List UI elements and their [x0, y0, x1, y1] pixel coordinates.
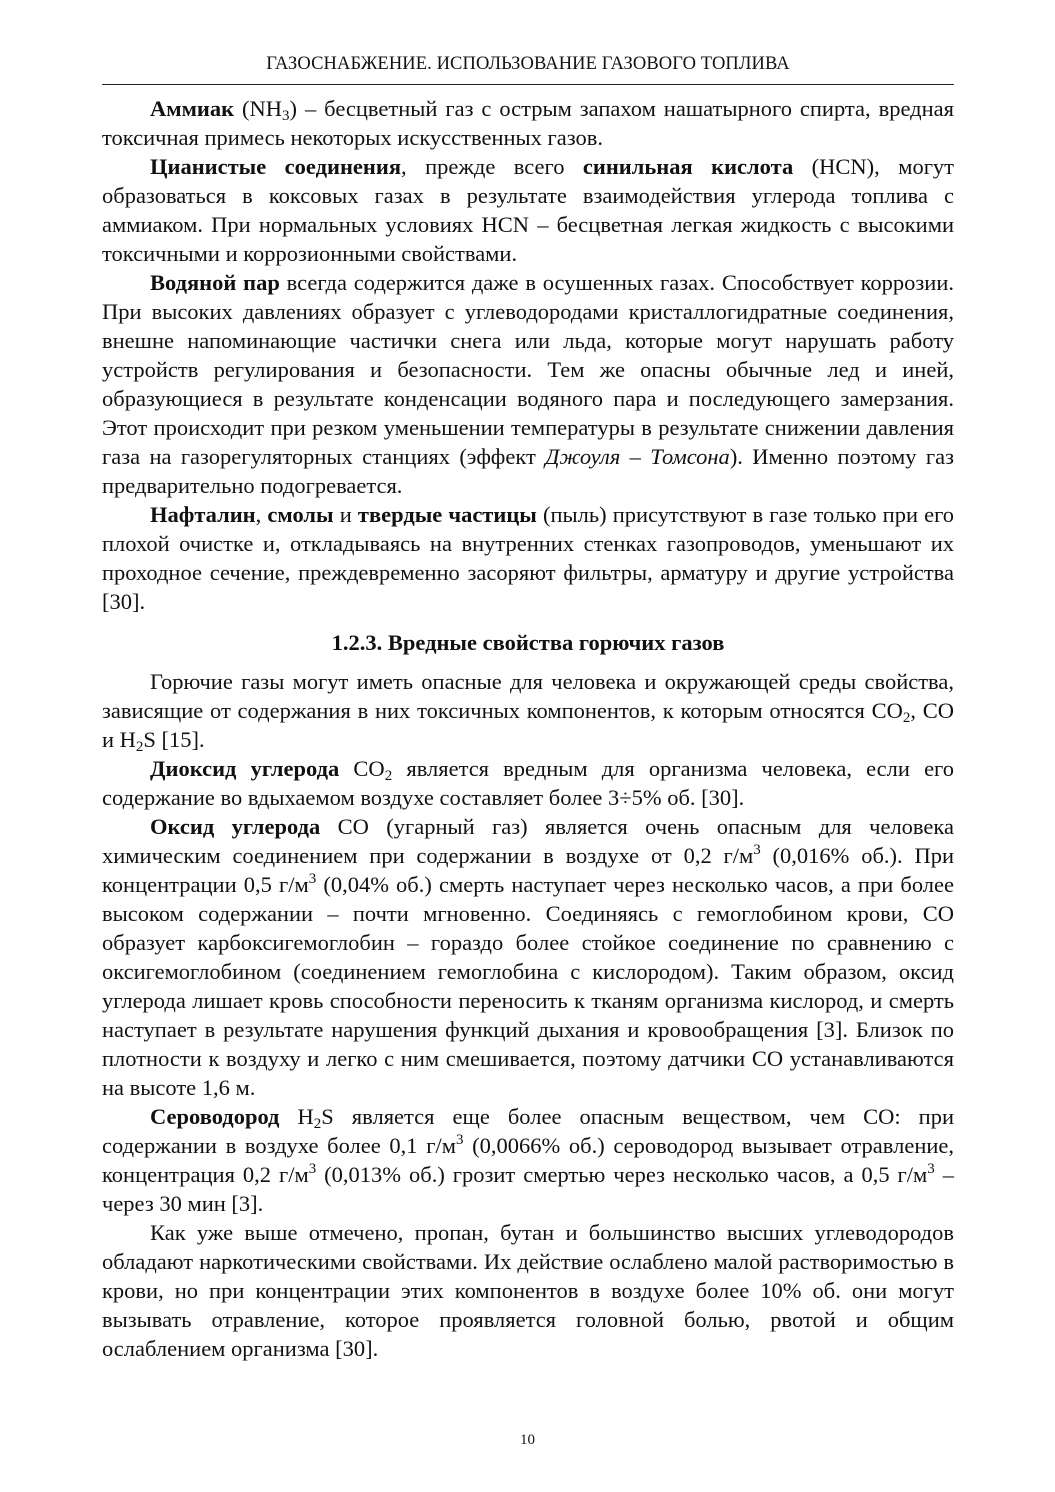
superscript: 3: [455, 1132, 464, 1148]
term-carbon-dioxide: Диоксид углерода: [150, 756, 340, 781]
text-fragment: (0,013% об.) грозит смертью через несколько часов, а 0,5 г/м: [316, 1162, 928, 1187]
superscript: 3: [927, 1161, 935, 1177]
text-fragment: всегда содержится даже в осушенных газах. Способствует коррозии. При высоких давлениях образует с углеводородами кристаллогидратные соединения, внешне напоминающие частички снега или льда, которые могут нарушать работу устройств регулирования и безопасности. Тем же опасны обычные лед и иней, образующиеся в результате конденсации водяного пара и последующего замерзания. Этот происходит при резком уменьшении температуры в результате снижении давления газа на газорегуляторных станциях (эффект: [102, 270, 954, 469]
paragraph-ammonia: [102, 94, 954, 152]
text-fragment: Горючие газы могут иметь опасные для человека и окружающей среды свойства, зависящие от содержания в них токсичных компонентов, к которым относятся CO: [102, 669, 954, 723]
text-fragment: (пыль) присутствуют в газе только при его плохой очистке и, откладываясь на внутренних стенках газопроводов, уменьшают их проходное сечение, преждевременно засоряют фильтры, арматуру и другие устройства [30].: [102, 502, 955, 614]
text-fragment: ). Именно поэтому газ предварительно подогревается.: [102, 444, 954, 498]
text-fragment: (0,0066% об.) сероводород вызывает отравление, концентрация 0,2 г/м: [102, 1133, 955, 1187]
page-number: 10: [520, 1432, 535, 1448]
text-fragment: (0,016% об.). При концентрации 0,5 г/м: [102, 843, 955, 897]
text-fragment: Как уже выше отмечено, пропан, бутан и большинство высших углеводородов обладают наркотическими свойствами. Их действие ослаблено малой растворимостью в крови, но при концентрации этих компонентов в воздухе более 10% об. они могут вызывать отравление, которое проявляется головной болью, рвотой и общим ослаблением организма [30].: [102, 1220, 954, 1361]
page-content: [102, 54, 954, 1363]
superscript: 3: [308, 1161, 317, 1177]
text-fragment: S является еще более опасным веществом, чем CO: при содержании в воздухе более 0,1 г/м: [102, 1104, 955, 1158]
paragraph-cyanide: [102, 152, 954, 268]
paragraph-hydrogen-sulfide: [102, 1102, 954, 1218]
term-hydrocyanic-acid: синильная кислота: [582, 154, 794, 179]
paragraph-carbon-dioxide: [102, 754, 954, 812]
running-header: ГАЗОСНАБЖЕНИЕ. ИСПОЛЬЗОВАНИЕ ГАЗОВОГО ТОПЛИВА: [102, 54, 954, 85]
section-heading: 1.2.3. Вредные свойства горючих газов: [331, 630, 725, 655]
text-fragment: и: [333, 502, 358, 527]
subscript: 2: [902, 710, 911, 726]
text-fragment: (0,04% об.) смерть наступает через несколько часов, а при более высоком содержании – почти мгновенно. Соединяясь с гемоглобином крови, CO образует карбоксигемоглобин – гораздо более стойкое соединение по сравнению с оксигемоглобином (соединением гемоглобина с кислородом). Таким образом, оксид углерода лишает кровь способности переносить к тканям организма кислород, и смерть наступает в результате нарушения функций дыхания и кровообращения [3]. Близок по плотности к воздуху и легко с ним смешивается, поэтому датчики CO устанавливаются на высоте 1,6 м.: [102, 872, 954, 1100]
term-carbon-monoxide: Оксид углерода: [150, 814, 321, 839]
text-fragment: (NH: [234, 96, 283, 121]
text-fragment: , прежде всего: [401, 154, 583, 179]
superscript: 3: [753, 842, 761, 858]
paragraph-hydrocarbons: [102, 1218, 954, 1363]
text-fragment: является вредным для организма человека, если его содержание во вдыхаемом воздухе составляет более 3÷5% об. [30].: [102, 756, 954, 810]
text-fragment: CO: [339, 756, 385, 781]
text-fragment: ) – бесцветный газ с острым запахом нашатырного спирта, вредная токсичная примесь некоторых искусственных газов.: [102, 96, 954, 150]
paragraph-intro: [102, 667, 954, 754]
term-naphthalene: Нафталин: [150, 502, 256, 527]
text-fragment: CO (угарный газ) является очень опасным для человека химическим соединением при содержании в воздухе от 0,2 г/м: [102, 814, 954, 868]
superscript: 3: [308, 871, 317, 887]
term-solid-particles: твердые частицы: [357, 502, 537, 527]
subscript: 2: [135, 739, 144, 755]
paragraph-carbon-monoxide: [102, 812, 954, 1102]
term-hydrogen-sulfide: Сероводород: [150, 1104, 280, 1129]
paragraph-water-vapor: [102, 268, 954, 500]
subscript: 2: [384, 768, 393, 784]
joule-thomson-effect: Джоуля – Томсона: [545, 444, 730, 469]
term-water-vapor: Водяной пар: [150, 270, 280, 295]
term-cyanide: Цианистые соединения: [150, 154, 402, 179]
term-ammonia: Аммиак: [150, 96, 235, 121]
text-fragment: H: [279, 1104, 314, 1129]
text-fragment: (HCN), могут образоваться в коксовых газах в результате взаимодействия углерода топлива с аммиаком. При нормальных условиях HCN – бесцветная легкая жидкость с высокими токсичными и коррозионными свойствами.: [102, 154, 955, 266]
subscript: 3: [282, 108, 290, 124]
paragraph-naphthalene: [102, 500, 954, 616]
text-fragment: – через 30 мин [3].: [102, 1162, 954, 1216]
text-fragment: ,: [255, 502, 268, 527]
term-resins: смолы: [267, 502, 334, 527]
subscript: 2: [313, 1116, 322, 1132]
text-fragment: S [15].: [143, 727, 205, 752]
text-fragment: , CO и H: [102, 698, 954, 752]
